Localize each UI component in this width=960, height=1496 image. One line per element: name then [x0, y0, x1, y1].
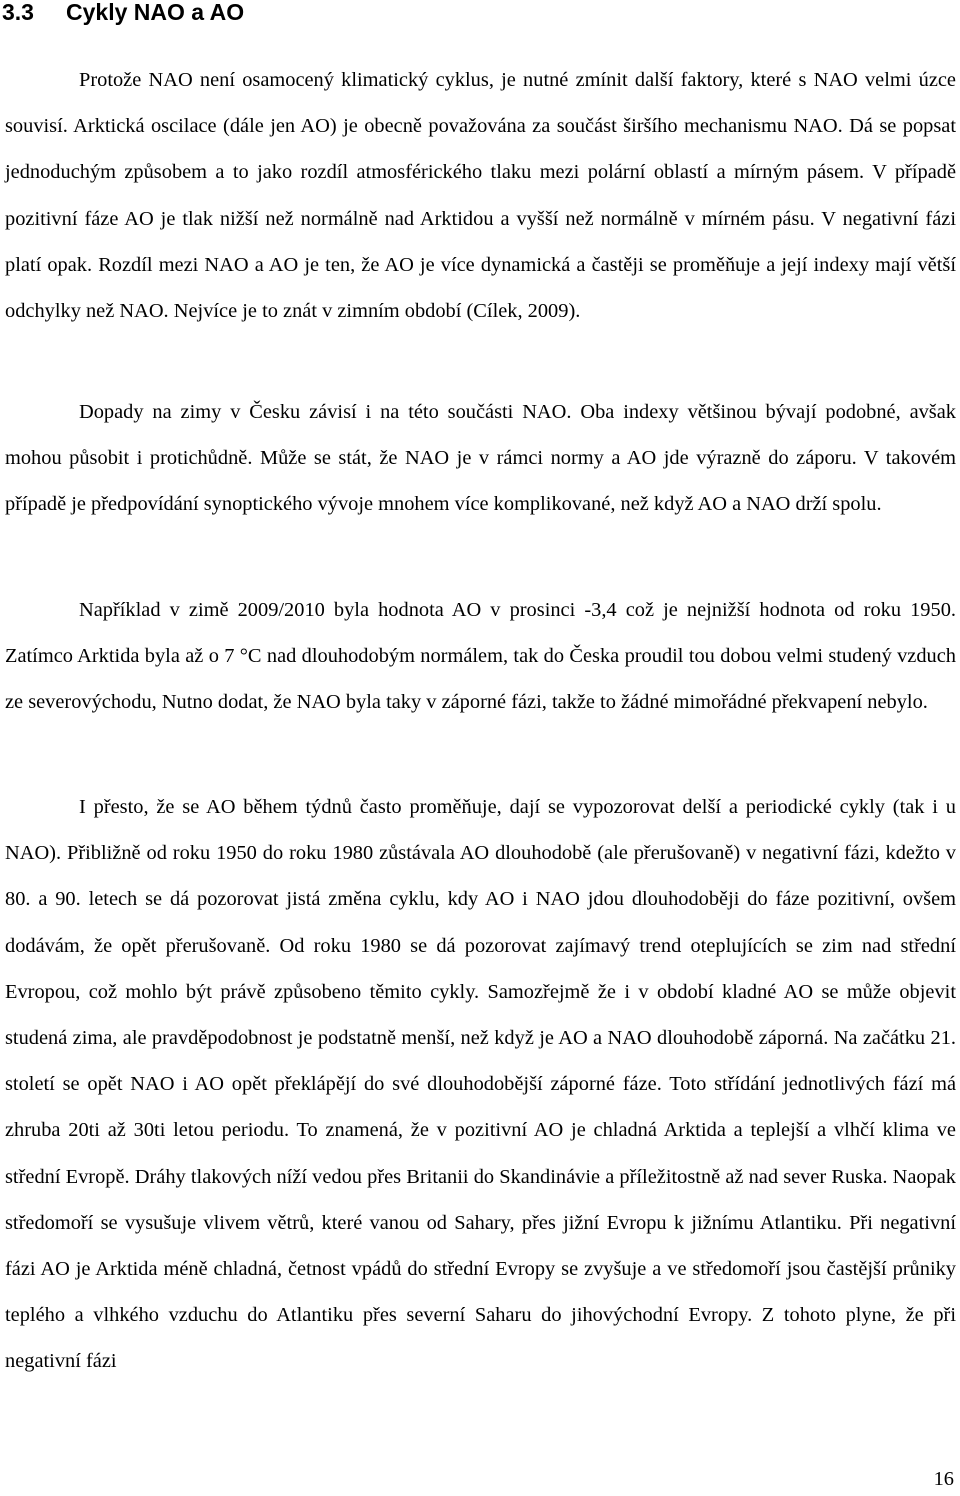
paragraph-winter-2009-2010: Například v zimě 2009/2010 byla hodnota AO v prosinci -3,4 což je nejnižší hodnota od roku 1950. Zatímco Arktida byla až o 7 °C nad dlouhodobým normálem, tak do Česka proudil tou dobou velmi studený vzduch ze severovýchodu, Nutno dodat, že NAO byla taky v záporné fázi, takže to žádné mimořádné překvapení nebylo. [5, 599, 956, 714]
section-title: Cykly NAO a AO [66, 0, 245, 25]
section-number: 3.3 [2, 0, 34, 25]
paragraph-ao-definition: Protože NAO není osamocený klimatický cyklus, je nutné zmínit další faktory, které s NAO velmi úzce souvisí. Arktická oscilace (dále jen AO) je obecně považována za součást širšího mechanismu NAO. Dá se popsat jednoduchým způsobem a to jako rozdíl atmosférického tlaku mezi polární oblastí a mírným pásem. V případě pozitivní fáze AO je tlak nižší než normálně nad Arktidou a vyšší než normálně v mírném pásu. V negativní fázi platí opak. Rozdíl mezi NAO a AO je ten, že AO je více dynamická a častěji se proměňuje a její indexy mají větší odchylky než NAO. Nejvíce je to znát v zimním období (Cílek, 2009). [5, 69, 956, 323]
paragraph-impact-czech-winters: Dopady na zimy v Česku závisí i na této součásti NAO. Oba indexy většinou bývají podobné, avšak mohou působit i protichůdně. Může se stát, že NAO je v rámci normy a AO jde výrazně do záporu. V takovém případě je předpovídání synoptického vývoje mnohem více komplikované, než když AO a NAO drží spolu. [5, 401, 956, 516]
page-number: 16 [933, 1468, 954, 1490]
section-heading [2, 0, 244, 32]
paragraph-periodic-cycles: I přesto, že se AO během týdnů často proměňuje, dají se vypozorovat delší a periodické cykly (tak i u NAO). Přibližně od roku 1950 do roku 1980 zůstávala AO dlouhodobě (ale přerušovaně) v negativní fázi, kdežto v 80. a 90. letech se dá pozorovat jistá změna cyklu, kdy AO i NAO jdou dlouhodoběji do fáze pozitivní, ovšem dodávám, že opět přerušovaně. Od roku 1980 se dá pozorovat zajímavý trend oteplujících se zim nad střední Evropou, což mohlo být právě způsobeno těmito cykly. Samozřejmě že i v období kladné AO se může objevit studená zima, ale pravděpodobnost je podstatně menší, než když je AO a NAO dlouhodobě záporná. Na začátku 21. století se opět NAO i AO opět překlápějí do své dlouhodobější záporné fáze. Toto střídání jednotlivých fází má zhruba 20ti až 30ti letou periodu. To znamená, že v pozitivní AO je chladná Arktida a teplejší a vlhčí klima ve střední Evropě. Dráhy tlakových níží vedou přes Britanii do Skandinávie a příležitostně až nad sever Ruska. Naopak středomoří se vysušuje vlivem větrů, které vanou od Sahary, přes jižní Evropu k jižnímu Atlantiku. Při negativní fázi AO je Arktida méně chladná, četnost vpádů do střední Evropy se zvyšuje a ve středomoří jsou častější průniky teplého a vlhkého vzduchu do Atlantiku přes severní Saharu do jihovýchodní Evropy. Z tohoto plyne, že při negativní fázi [5, 796, 956, 1373]
